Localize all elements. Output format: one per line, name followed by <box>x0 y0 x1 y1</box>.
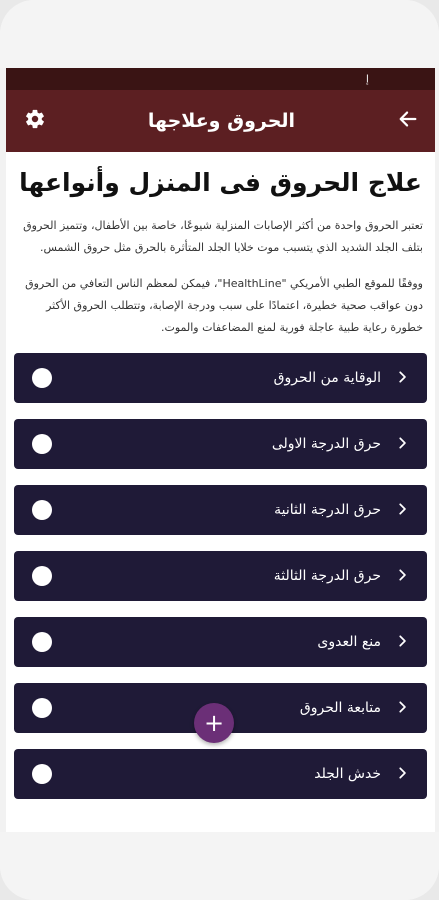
list-item-label: خدش الجلد <box>314 766 381 782</box>
arrow-left-icon <box>397 108 419 134</box>
chevron-right-icon <box>395 765 409 784</box>
status-bar <box>6 68 435 90</box>
circle-icon <box>32 698 52 718</box>
list-item-label: منع العدوى <box>317 634 381 650</box>
list-item[interactable] <box>14 749 427 799</box>
list-item[interactable] <box>14 419 427 469</box>
circle-icon <box>32 566 52 586</box>
article-paragraph-2: ووفقًا للموقع الطبي الأمريكي "HealthLine"، فيمكن لمعظم الناس التعافي من الحروق دون عواقب صحية خطيرة، اعتمادًا على سبب ودرجة الإصابة، وتتطلب الحروق الأكثر خطورة رعاية طبية عاجلة فورية لمنع المضاعفات والموت. <box>25 277 423 334</box>
chevron-right-icon <box>395 501 409 520</box>
add-button[interactable] <box>194 703 234 743</box>
list-item[interactable] <box>14 551 427 601</box>
article-paragraph-1: تعتبر الحروق واحدة من أكثر الإصابات المنزلية شيوعًا، خاصة بين الأطفال، وتتميز الحروق بتلف الجلد الشديد الذي يتسبب موت خلايا الجلد المتأثرة بالحرق مثل حروق الشمس. <box>23 219 423 254</box>
chevron-right-icon <box>395 369 409 388</box>
circle-icon <box>32 764 52 784</box>
circle-icon <box>32 368 52 388</box>
circle-icon <box>32 434 52 454</box>
chevron-right-icon <box>395 699 409 718</box>
back-button[interactable] <box>395 108 421 134</box>
app-bar-title: الحروق وعلاجها <box>147 110 296 132</box>
list-item-label: حرق الدرجة الثالثة <box>273 568 381 584</box>
list-item[interactable] <box>14 485 427 535</box>
article-title: علاج الحروق فى المنزل وأنواعها <box>19 168 422 197</box>
list-item-label: حرق الدرجة الثانية <box>274 502 381 518</box>
settings-button[interactable] <box>22 108 48 134</box>
list-item[interactable] <box>14 617 427 667</box>
list-item-label: حرق الدرجة الاولى <box>271 436 381 452</box>
chevron-right-icon <box>395 633 409 652</box>
circle-icon <box>32 632 52 652</box>
device-bottom-bezel <box>0 832 439 900</box>
device-top-bezel <box>0 0 439 68</box>
list-item[interactable] <box>14 353 427 403</box>
plus-icon: + <box>203 709 225 737</box>
chevron-right-icon <box>395 567 409 586</box>
gear-icon <box>24 108 46 134</box>
app-bar <box>6 90 435 152</box>
circle-icon <box>32 500 52 520</box>
list-item-label: متابعة الحروق <box>299 700 381 716</box>
status-indicator: إ <box>366 73 369 85</box>
list-item-label: الوقاية من الحروق <box>273 370 381 386</box>
chevron-right-icon <box>395 435 409 454</box>
